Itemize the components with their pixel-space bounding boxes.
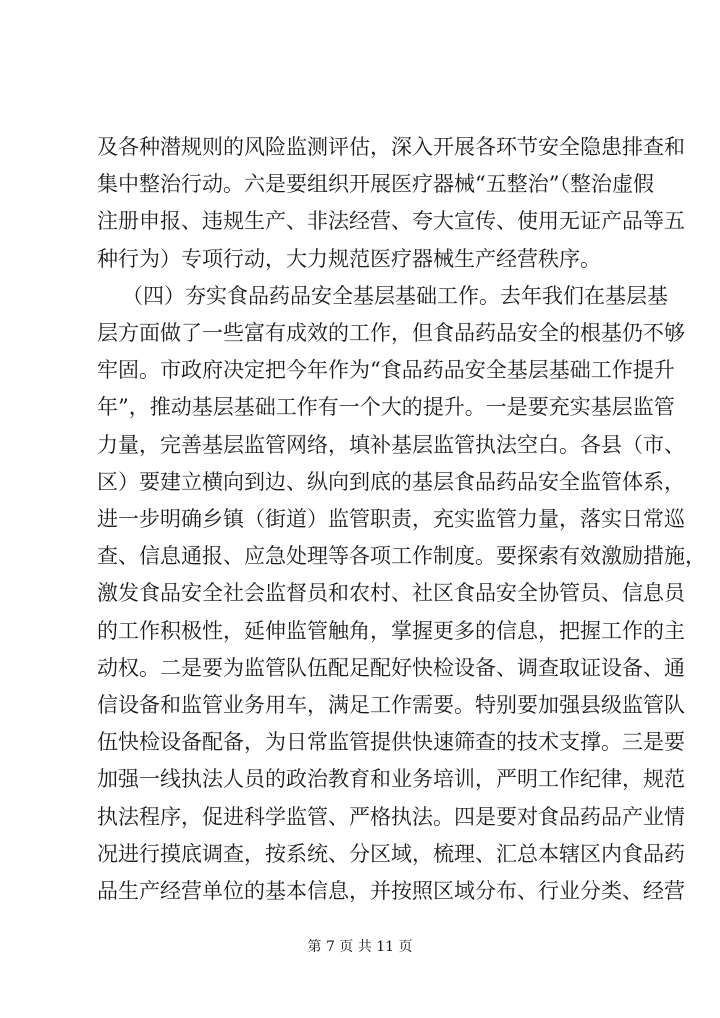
text-line: 层方面做了一些富有成效的工作，但食品药品安全的根基仍不够 xyxy=(97,321,685,345)
text-line: 集中整治行动。六是要组织开展医疗器械“五整治”（整治虚假 xyxy=(97,172,654,196)
text-line: 的工作积极性，延伸监管触角，掌握更多的信息，把握工作的主 xyxy=(97,619,685,643)
text-line: 激发食品安全社会监督员和农村、社区食品安全协管员、信息员 xyxy=(97,581,685,605)
text-line: 执法程序，促进科学监管、严格执法。四是要对食品药品产业情 xyxy=(97,805,685,829)
text-line: 查、信息通报、应急处理等各项工作制度。要探索有效激励措施， xyxy=(97,544,706,568)
page-number: 第 7 页 共 11 页 xyxy=(307,939,413,955)
text-line: 区）要建立横向到边、纵向到底的基层食品药品安全监管体系， xyxy=(97,470,685,494)
text-line: 注册申报、违规生产、非法经营、夸大宣传、使用无证产品等五 xyxy=(97,209,685,233)
text-line: 牢固。市政府决定把今年作为“食品药品安全基层基础工作提升 xyxy=(97,358,675,382)
paragraph-heading-line: （四）夯实食品药品安全基层基础工作。去年我们在基层基 xyxy=(122,284,668,308)
text-line: 品生产经营单位的基本信息，并按照区域分布、行业分类、经营 xyxy=(97,879,685,903)
text-line: 进一步明确乡镇（街道）监管职责，充实监管力量，落实日常巡 xyxy=(97,507,685,531)
text-line: 力量，完善基层监管网络，填补基层监管执法空白。各县（市、 xyxy=(97,433,685,457)
text-line: 况进行摸底调查，按系统、分区域，梳理、汇总本辖区内食品药 xyxy=(97,842,685,866)
text-line: 年”，推动基层基础工作有一个大的提升。一是要充实基层监管 xyxy=(97,395,675,419)
text-line: 信设备和监管业务用车，满足工作需要。特别要加强县级监管队 xyxy=(97,693,685,717)
text-line: 动权。二是要为监管队伍配足配好快检设备、调查取证设备、通 xyxy=(97,656,685,680)
text-line: 种行为）专项行动，大力规范医疗器械生产经营秩序。 xyxy=(97,247,601,271)
text-line: 及各种潜规则的风险监测评估，深入开展各环节安全隐患排查和 xyxy=(97,135,685,159)
text-line: 伍快检设备配备，为日常监管提供快速筛查的技术支撑。三是要 xyxy=(97,730,685,754)
text-line: 加强一线执法人员的政治教育和业务培训，严明工作纪律，规范 xyxy=(97,767,685,791)
